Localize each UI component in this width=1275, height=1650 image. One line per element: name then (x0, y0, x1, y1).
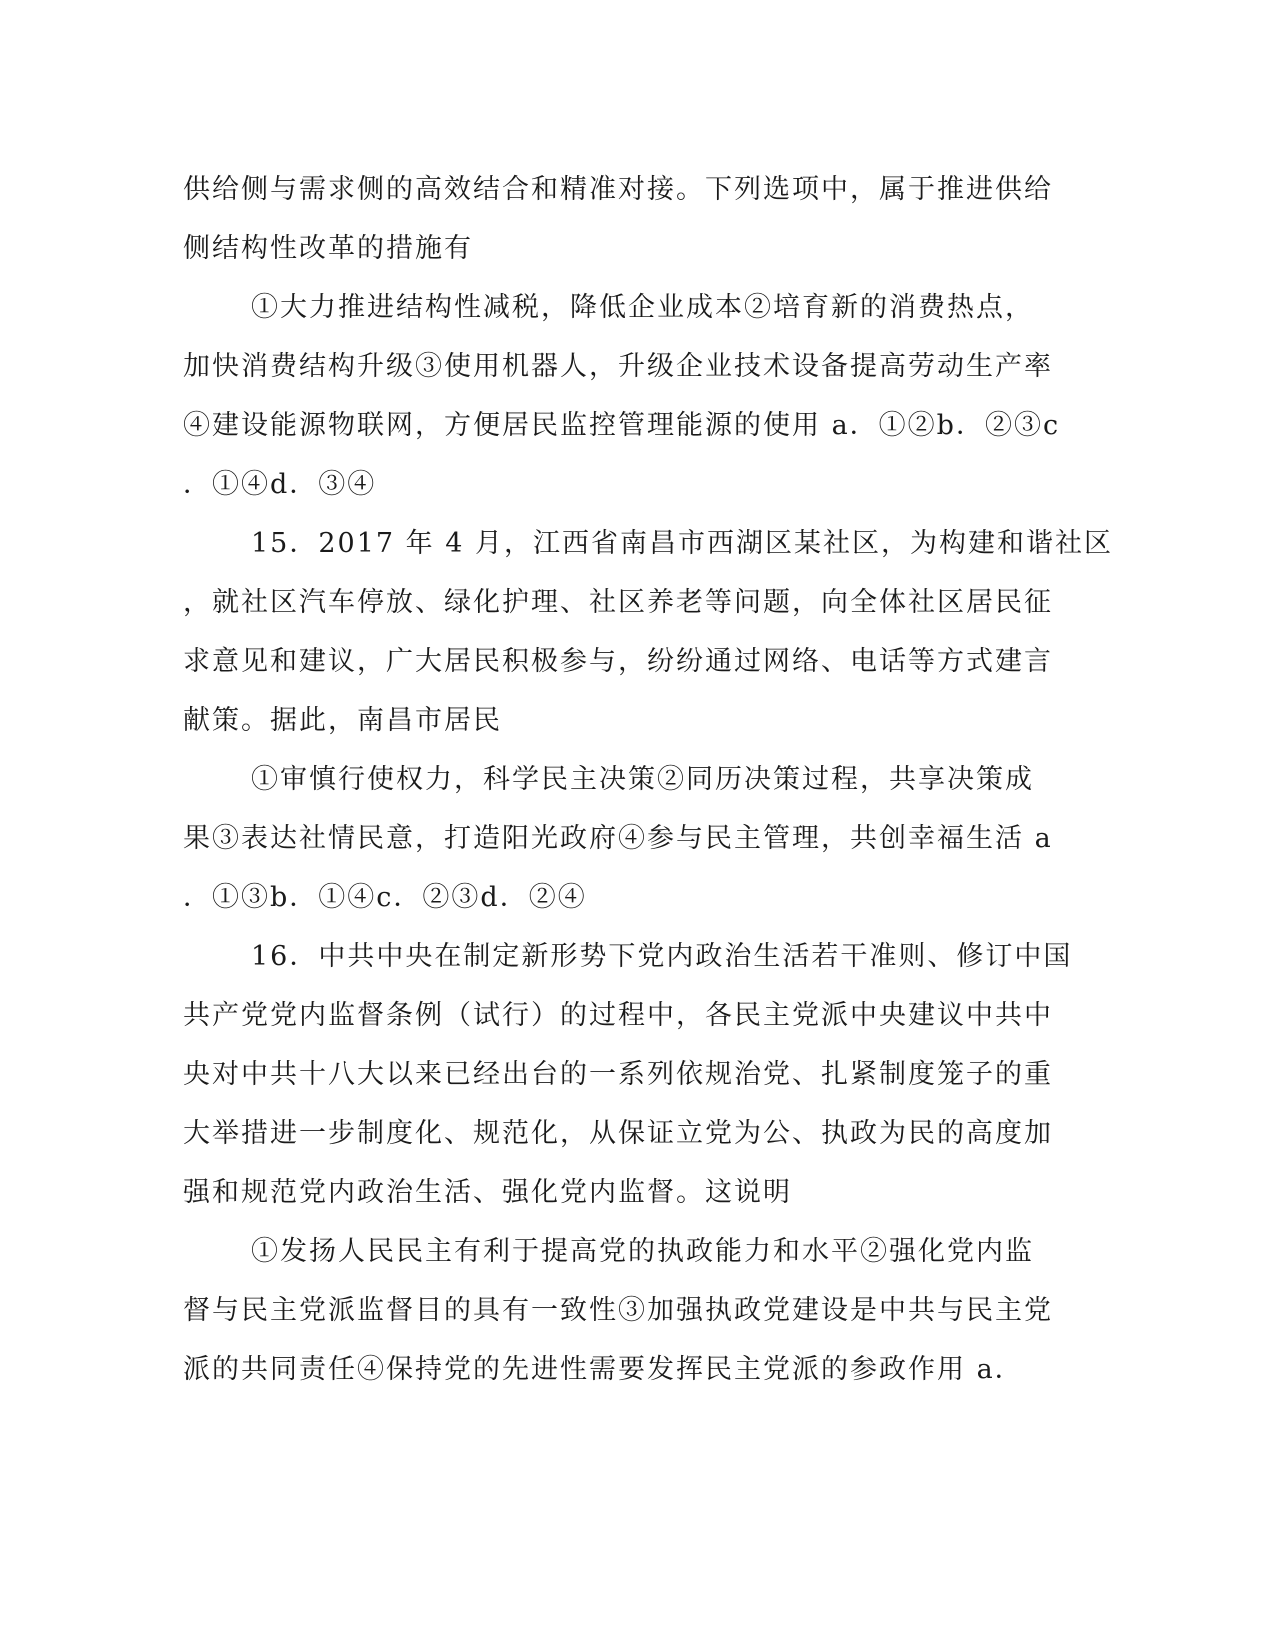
text-line: 求意见和建议，广大居民积极参与，纷纷通过网络、电话等方式建言 (183, 646, 1053, 677)
text-line: ①审慎行使权力，科学民主决策②同历决策过程，共享决策成 (251, 764, 1034, 795)
text-line: ①大力推进结构性减税，降低企业成本②培育新的消费热点， (251, 292, 1034, 323)
text-line: 督与民主党派监督目的具有一致性③加强执政党建设是中共与民主党 (183, 1295, 1053, 1326)
text-line: 派的共同责任④保持党的先进性需要发挥民主党派的参政作用 a． (183, 1354, 1024, 1385)
text-line: 献策。据此，南昌市居民 (183, 705, 502, 736)
text-line: ，就社区汽车停放、绿化护理、社区养老等问题，向全体社区居民征 (183, 587, 1053, 618)
question-16-first-line: 16．中共中央在制定新形势下党内政治生活若干准则、修订中国 (251, 941, 1073, 972)
text-line: ①发扬人民民主有利于提高党的执政能力和水平②强化党内监 (251, 1236, 1034, 1267)
text-line: 强和规范党内政治生活、强化党内监督。这说明 (183, 1177, 792, 1208)
text-line: 共产党党内监督条例（试行）的过程中，各民主党派中央建议中共中 (183, 1000, 1053, 1031)
text-line: 果③表达社情民意，打造阳光政府④参与民主管理，共创幸福生活 a (183, 823, 1053, 854)
text-line: 侧结构性改革的措施有 (183, 233, 473, 264)
question-15-first-line: 15．2017 年 4 月，江西省南昌市西湖区某社区，为构建和谐社区 (251, 528, 1113, 559)
text-line: 供给侧与需求侧的高效结合和精准对接。下列选项中，属于推进供给 (183, 174, 1053, 205)
text-line: ．①④d．③④ (183, 469, 377, 500)
text-line: ．①③b．①④c．②③d．②④ (183, 882, 587, 913)
document-body (183, 160, 1113, 1399)
text-line: 加快消费结构升级③使用机器人，升级企业技术设备提高劳动生产率 (183, 351, 1053, 382)
text-line: 央对中共十八大以来已经出台的一系列依规治党、扎紧制度笼子的重 (183, 1059, 1053, 1090)
text-line: ④建设能源物联网，方便居民监控管理能源的使用 a．①②b．②③c (183, 410, 1061, 441)
text-line: 大举措进一步制度化、规范化，从保证立党为公、执政为民的高度加 (183, 1118, 1053, 1149)
